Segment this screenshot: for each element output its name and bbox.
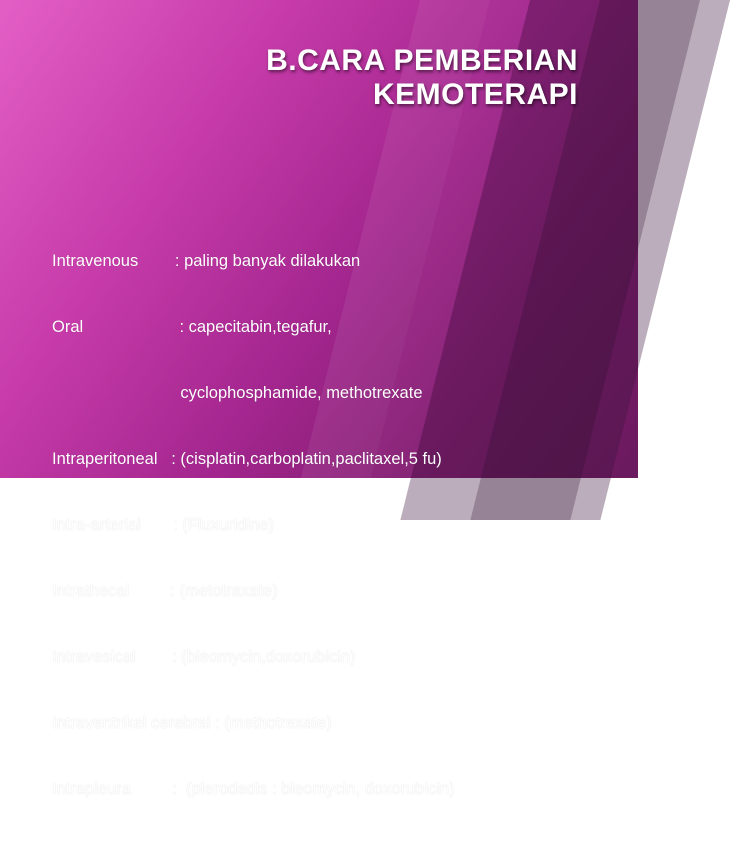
slide-title-line-2: KEMOTERAPI <box>372 78 578 111</box>
text-line-oral: Oral : capecitabin,tegafur, <box>52 318 332 336</box>
text-line-intravenous: Intravenous : paling banyak dilakukan <box>52 252 361 270</box>
slide-title-line-1: B.CARA PEMBERIAN <box>266 44 578 77</box>
text-line-oral-continued: cyclophosphamide, methotrexate <box>52 384 423 402</box>
slide-title <box>266 44 578 112</box>
text-line-intraperitoneal: Intraperitoneal : (cisplatin,carboplatin,paclitaxel,5 fu) <box>52 450 442 468</box>
text-line-intravesical: Intravesical : (bleomycin,doxorubicin) <box>52 648 356 666</box>
text-line-intraventrikel: Intraventrikel cerebral : (methotrexate) <box>52 714 332 732</box>
text-line-intrapleura: Intrapleura : (plerodedis : bleomycin, doxorubicin) <box>52 780 455 798</box>
body-text <box>52 206 455 844</box>
text-line-intra-arterial: Intra-arterial : (Fluxuridine) <box>52 516 274 534</box>
text-line-intrathecal: Intrathecal : (metotraxate) <box>52 582 278 600</box>
